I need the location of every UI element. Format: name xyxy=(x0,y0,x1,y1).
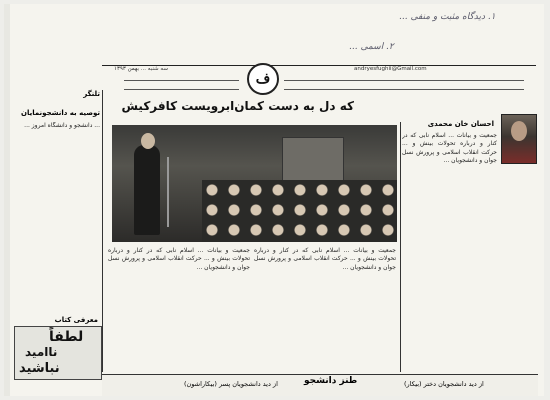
handwritten-note-1: ۱. دیدگاه مثبت و منفی ... xyxy=(399,12,496,22)
article-headline: که دل به دست کمان‌ابرویست کافرکیش xyxy=(121,99,354,113)
left-section-label: تلنگر xyxy=(83,90,100,98)
book-cover-line3: نباشید xyxy=(19,361,60,376)
article-rule-1 xyxy=(400,122,401,372)
article-column-right: جمعیت و بیانات ... اسلام نابی که در کنار و درباره تحولات بینش و ... حرکت انقلاب اسلامی و پرورش نسل جوان و دانشجویان ... xyxy=(402,132,497,165)
article-column-left: جمعیت و بیانات ... اسلام نابی که در کنار و درباره تحولات بینش و ... حرکت انقلاب اسلامی و پرورش نسل جوان و دانشجویان ... xyxy=(108,247,250,271)
author-name: احسان خان محمدی xyxy=(427,120,494,128)
left-column-body: ... دانشجو و دانشگاه امروز ... xyxy=(24,122,100,129)
paper-logo: ف xyxy=(247,63,279,95)
header-ornament-right xyxy=(284,80,524,90)
photo-crowd xyxy=(202,180,397,242)
satire-subtitle-right: از دید دانشجویان دختر (بیکار) xyxy=(404,380,484,388)
book-cover-line1: لطفاً xyxy=(49,329,84,345)
page-edge xyxy=(4,4,10,396)
satire-title: طنز دانشجو xyxy=(304,376,358,386)
photo-speaker xyxy=(134,145,160,235)
article-column-mid: جمعیت و بیانات ... اسلام نابی که در کنار و درباره تحولات بینش و ... حرکت انقلاب اسلامی و پرورش نسل جوان و دانشجویان ... xyxy=(254,247,396,271)
left-column-rule xyxy=(102,90,103,372)
photo-microphone xyxy=(167,157,169,227)
book-intro-title: معرفی کتاب xyxy=(54,316,98,324)
author-photo xyxy=(501,114,537,164)
book-cover xyxy=(14,326,102,380)
photo-board xyxy=(282,137,344,183)
left-column-title: توصیه به دانشجونمایان xyxy=(21,109,100,117)
header-date: سه شنبه ... بهمن ۱۳۹۳ xyxy=(114,66,168,72)
photo-speaker-face xyxy=(141,133,155,149)
article-photo xyxy=(112,125,397,242)
header-email: andryesfughii@Gmail.com xyxy=(354,66,427,72)
book-cover-line2: ناامید xyxy=(25,345,58,359)
header-rule xyxy=(102,65,536,66)
header-ornament-left xyxy=(124,80,239,90)
handwritten-note-2: ۲. اسمی ... xyxy=(349,42,394,52)
newspaper-page xyxy=(4,4,544,396)
satire-subtitle-left: از دید دانشجویان پسر (بیکاراشون) xyxy=(184,380,278,388)
